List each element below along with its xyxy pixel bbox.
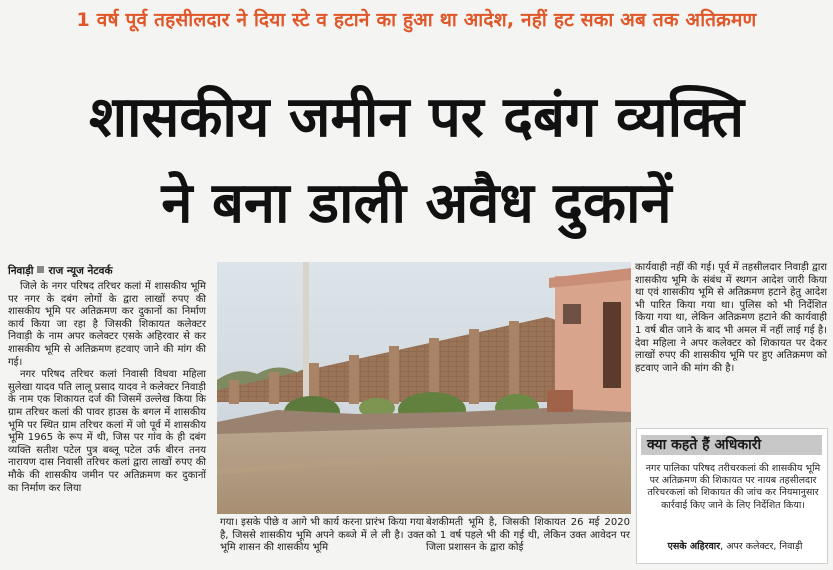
news-photo	[217, 262, 631, 514]
official-designation: , अपर कलेक्टर, निवाड़ी	[720, 541, 803, 552]
headline-line-2: ने बना डाली अवैध दुकानें	[161, 171, 672, 236]
byline-agency: राज न्यूज नेटवर्क	[48, 265, 113, 277]
official-quote: नगर पालिका परिषद तरीचरकलां की शासकीय भूमि पर अतिक्रमण की शिकायत पर नायब तहसीलदार तरिचरकलां को शिकायत की जांच कर नियमानुसार कार्रवाई किए जाने के लिए निर्देशित किया।	[645, 463, 821, 511]
box-title: क्या कहते हैं अधिकारी	[641, 435, 822, 455]
paragraph: कार्यवाही नहीं की गई। पूर्व में तहसीलदार निवाड़ी द्वारा शासकीय भूमि के संबंध में स्थगन आदेश जारी किया था एवं शासकीय भूमि से अतिक्रमण हटाने हेतु आदेश भी पारित किया गया था। पुलिस को भी निर्देशित किया गया था, लेकिन अतिक्रमण हटाने की कार्यवाही 1 वर्ष बीत जाने के बाद भी अमल में नहीं लाई गई है। देवा महिला ने अपर कलेक्टर को शिकायत पर देकर लाखों रुपए की शासकीय भूमि पर हुए अतिक्रमण को हटवाए जाने की मांग की है।	[635, 262, 827, 374]
construction-site-photo	[217, 262, 631, 514]
byline-place: निवाड़ी	[8, 265, 34, 277]
paragraph: नगर परिषद तरिचर कलां निवासी विधवा महिला सुलेखा यादव पति लालू प्रसाद यादव ने कलेक्टर निवाड़ी के नाम एक शिकायत दर्ज की जिसमें उल्लेख किया कि ग्राम तरिचर कलां की पावर हाउस के बगल में शासकीय भूमि पर स्थित ग्राम तरिचर कलां में जो पूर्व में शासकीय भूमि 1965 के रूप में थी, जिस पर गांव के ही दबंग व्यक्ति सतीश पटेल पुत्र बब्लू पटेल उर्फ बीरन तनय नारायण दास निवासी तरिचर कलां द्वारा लाखों रुपए की मौके की शासकीय जमीन पर अतिक्रमण कर दुकानों का निर्माण कर लिया	[8, 369, 206, 494]
official-name: एसके अहिरवार	[667, 541, 721, 552]
article-column-3	[635, 262, 827, 375]
article-column-1	[8, 281, 206, 495]
paragraph: जिले के नगर परिषद तरिचर कलां में शासकीय भूमि पर नगर के दबंग लोगों के द्वारा लाखों रुपए की शासकीय भूमि पर अतिक्रमण कर दुकानों का निर्माण कार्य किया जा रहा है जिसकी शिकायत कलेक्टर निवाड़ी के नाम अपर कलेक्टर एसके अहिरवार से कर शासकीय भूमि से अतिक्रमण हटवाए जाने की मांग की गई।	[8, 281, 206, 368]
paragraph: बेशकीमती भूमि है, जिसकी शिकायत 26 मई 2020 को 1 वर्ष पहले भी की गई थी, लेकिन उक्त आवेदन पर जिला प्रशासन के द्वारा कोई	[426, 517, 630, 554]
article-column-2b	[426, 517, 630, 555]
kicker-headline: 1 वर्ष पूर्व तहसीलदार ने दिया स्टे व हटाने का हुआ था आदेश, नहीं हट सका अब तक अतिक्रमण	[76, 9, 757, 31]
square-bullet-icon	[37, 266, 44, 273]
headline-line-1: शासकीय जमीन पर दबंग व्यक्ति	[88, 85, 745, 150]
official-signature	[647, 539, 823, 552]
byline	[8, 264, 113, 278]
official-statement-box	[636, 428, 828, 564]
paragraph: गया। इसके पीछे व आगे भी कार्य करना प्रारंभ किया गया है, जिससे शासकीय भूमि अपने कब्जे में ले ली है। उक्त भूमि शासन की शासकीय भूमि	[220, 517, 424, 554]
article-column-2a	[220, 517, 424, 555]
